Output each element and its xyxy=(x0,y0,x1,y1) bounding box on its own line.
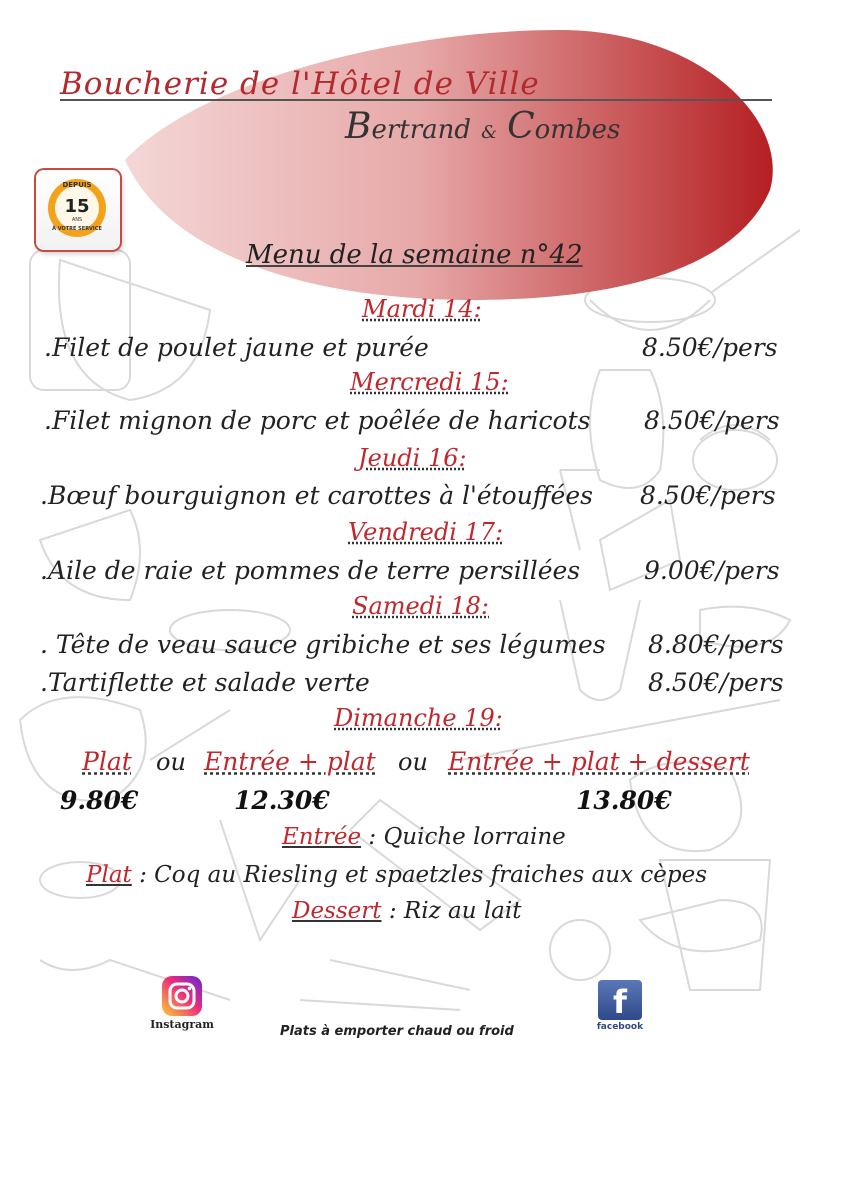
owner-1-rest: ertrand xyxy=(371,115,472,145)
day-heading-samedi: Samedi 18: xyxy=(352,592,490,620)
takeaway-note: Plats à emporter chaud ou froid xyxy=(280,1024,514,1039)
course-dessert-separator: : xyxy=(381,898,404,924)
course-plat-label: Plat xyxy=(86,862,132,888)
shop-name: Boucherie de l'Hôtel de Ville xyxy=(60,66,540,102)
badge-top-text: DEPUIS xyxy=(62,181,92,189)
course-plat xyxy=(86,862,707,888)
dish-mardi: .Filet de poulet jaune et purée xyxy=(44,333,429,362)
instagram-glyph xyxy=(162,976,202,1016)
course-dessert xyxy=(292,898,522,924)
badge-unit: ANS xyxy=(71,217,83,223)
price-samedi-1: 8.80€/pers xyxy=(648,630,784,659)
option-entree-plat: Entrée + plat xyxy=(204,747,376,776)
day-heading-jeudi: Jeudi 16: xyxy=(358,444,467,472)
price-option-plat: 9.80€ xyxy=(60,786,139,815)
dish-samedi-1: . Tête de veau sauce gribiche et ses légumes xyxy=(40,630,606,659)
course-entree xyxy=(282,824,566,850)
dish-vendredi: .Aile de raie et pommes de terre persillées xyxy=(40,556,581,585)
option-or-2: ou xyxy=(398,748,428,776)
owner-2-initial: C xyxy=(507,106,535,147)
price-vendredi: 9.00€/pers xyxy=(644,556,780,585)
facebook-icon[interactable]: f xyxy=(598,980,642,1020)
course-plat-separator: : xyxy=(131,862,155,888)
owners-ampersand: & xyxy=(481,122,498,143)
course-dessert-value: Riz au lait xyxy=(403,898,522,924)
course-entree-label: Entrée xyxy=(282,824,362,850)
owner-2-rest: ombes xyxy=(534,115,621,145)
owners-names xyxy=(345,106,620,147)
badge-number: 15 xyxy=(64,196,90,217)
price-mercredi: 8.50€/pers xyxy=(644,406,780,435)
badge-bottom-text: À VOTRE SERVICE xyxy=(52,226,102,232)
course-entree-separator: : xyxy=(361,824,384,850)
dish-mercredi: .Filet mignon de porc et poêlée de haricots xyxy=(44,406,591,435)
option-plat: Plat xyxy=(82,747,132,776)
owner-1-initial: B xyxy=(345,106,372,147)
instagram-label[interactable]: Instagram xyxy=(150,1018,214,1031)
course-dessert-label: Dessert xyxy=(292,898,382,924)
dish-samedi-2: .Tartiflette et salade verte xyxy=(40,668,370,697)
menu-title: Menu de la semaine n°42 xyxy=(246,240,583,270)
instagram-icon[interactable] xyxy=(162,976,202,1016)
price-option-entree-plat-dessert: 13.80€ xyxy=(576,786,672,815)
day-heading-dimanche: Dimanche 19: xyxy=(334,704,503,732)
day-heading-mardi: Mardi 14: xyxy=(362,295,482,323)
dish-jeudi: .Bœuf bourguignon et carottes à l'étouffées xyxy=(40,481,593,510)
price-jeudi: 8.50€/pers xyxy=(640,481,776,510)
day-heading-vendredi: Vendredi 17: xyxy=(348,518,504,546)
price-samedi-2: 8.50€/pers xyxy=(648,668,784,697)
course-plat-value: Coq au Riesling et spaetzles fraiches aux cèpes xyxy=(154,862,708,888)
option-or-1: ou xyxy=(156,748,186,776)
day-heading-mercredi: Mercredi 15: xyxy=(350,368,509,396)
price-option-entree-plat: 12.30€ xyxy=(234,786,330,815)
price-mardi: 8.50€/pers xyxy=(642,333,778,362)
facebook-label[interactable]: facebook xyxy=(596,1022,644,1032)
option-entree-plat-dessert: Entrée + plat + dessert xyxy=(448,747,750,776)
course-entree-value: Quiche lorraine xyxy=(383,824,566,850)
